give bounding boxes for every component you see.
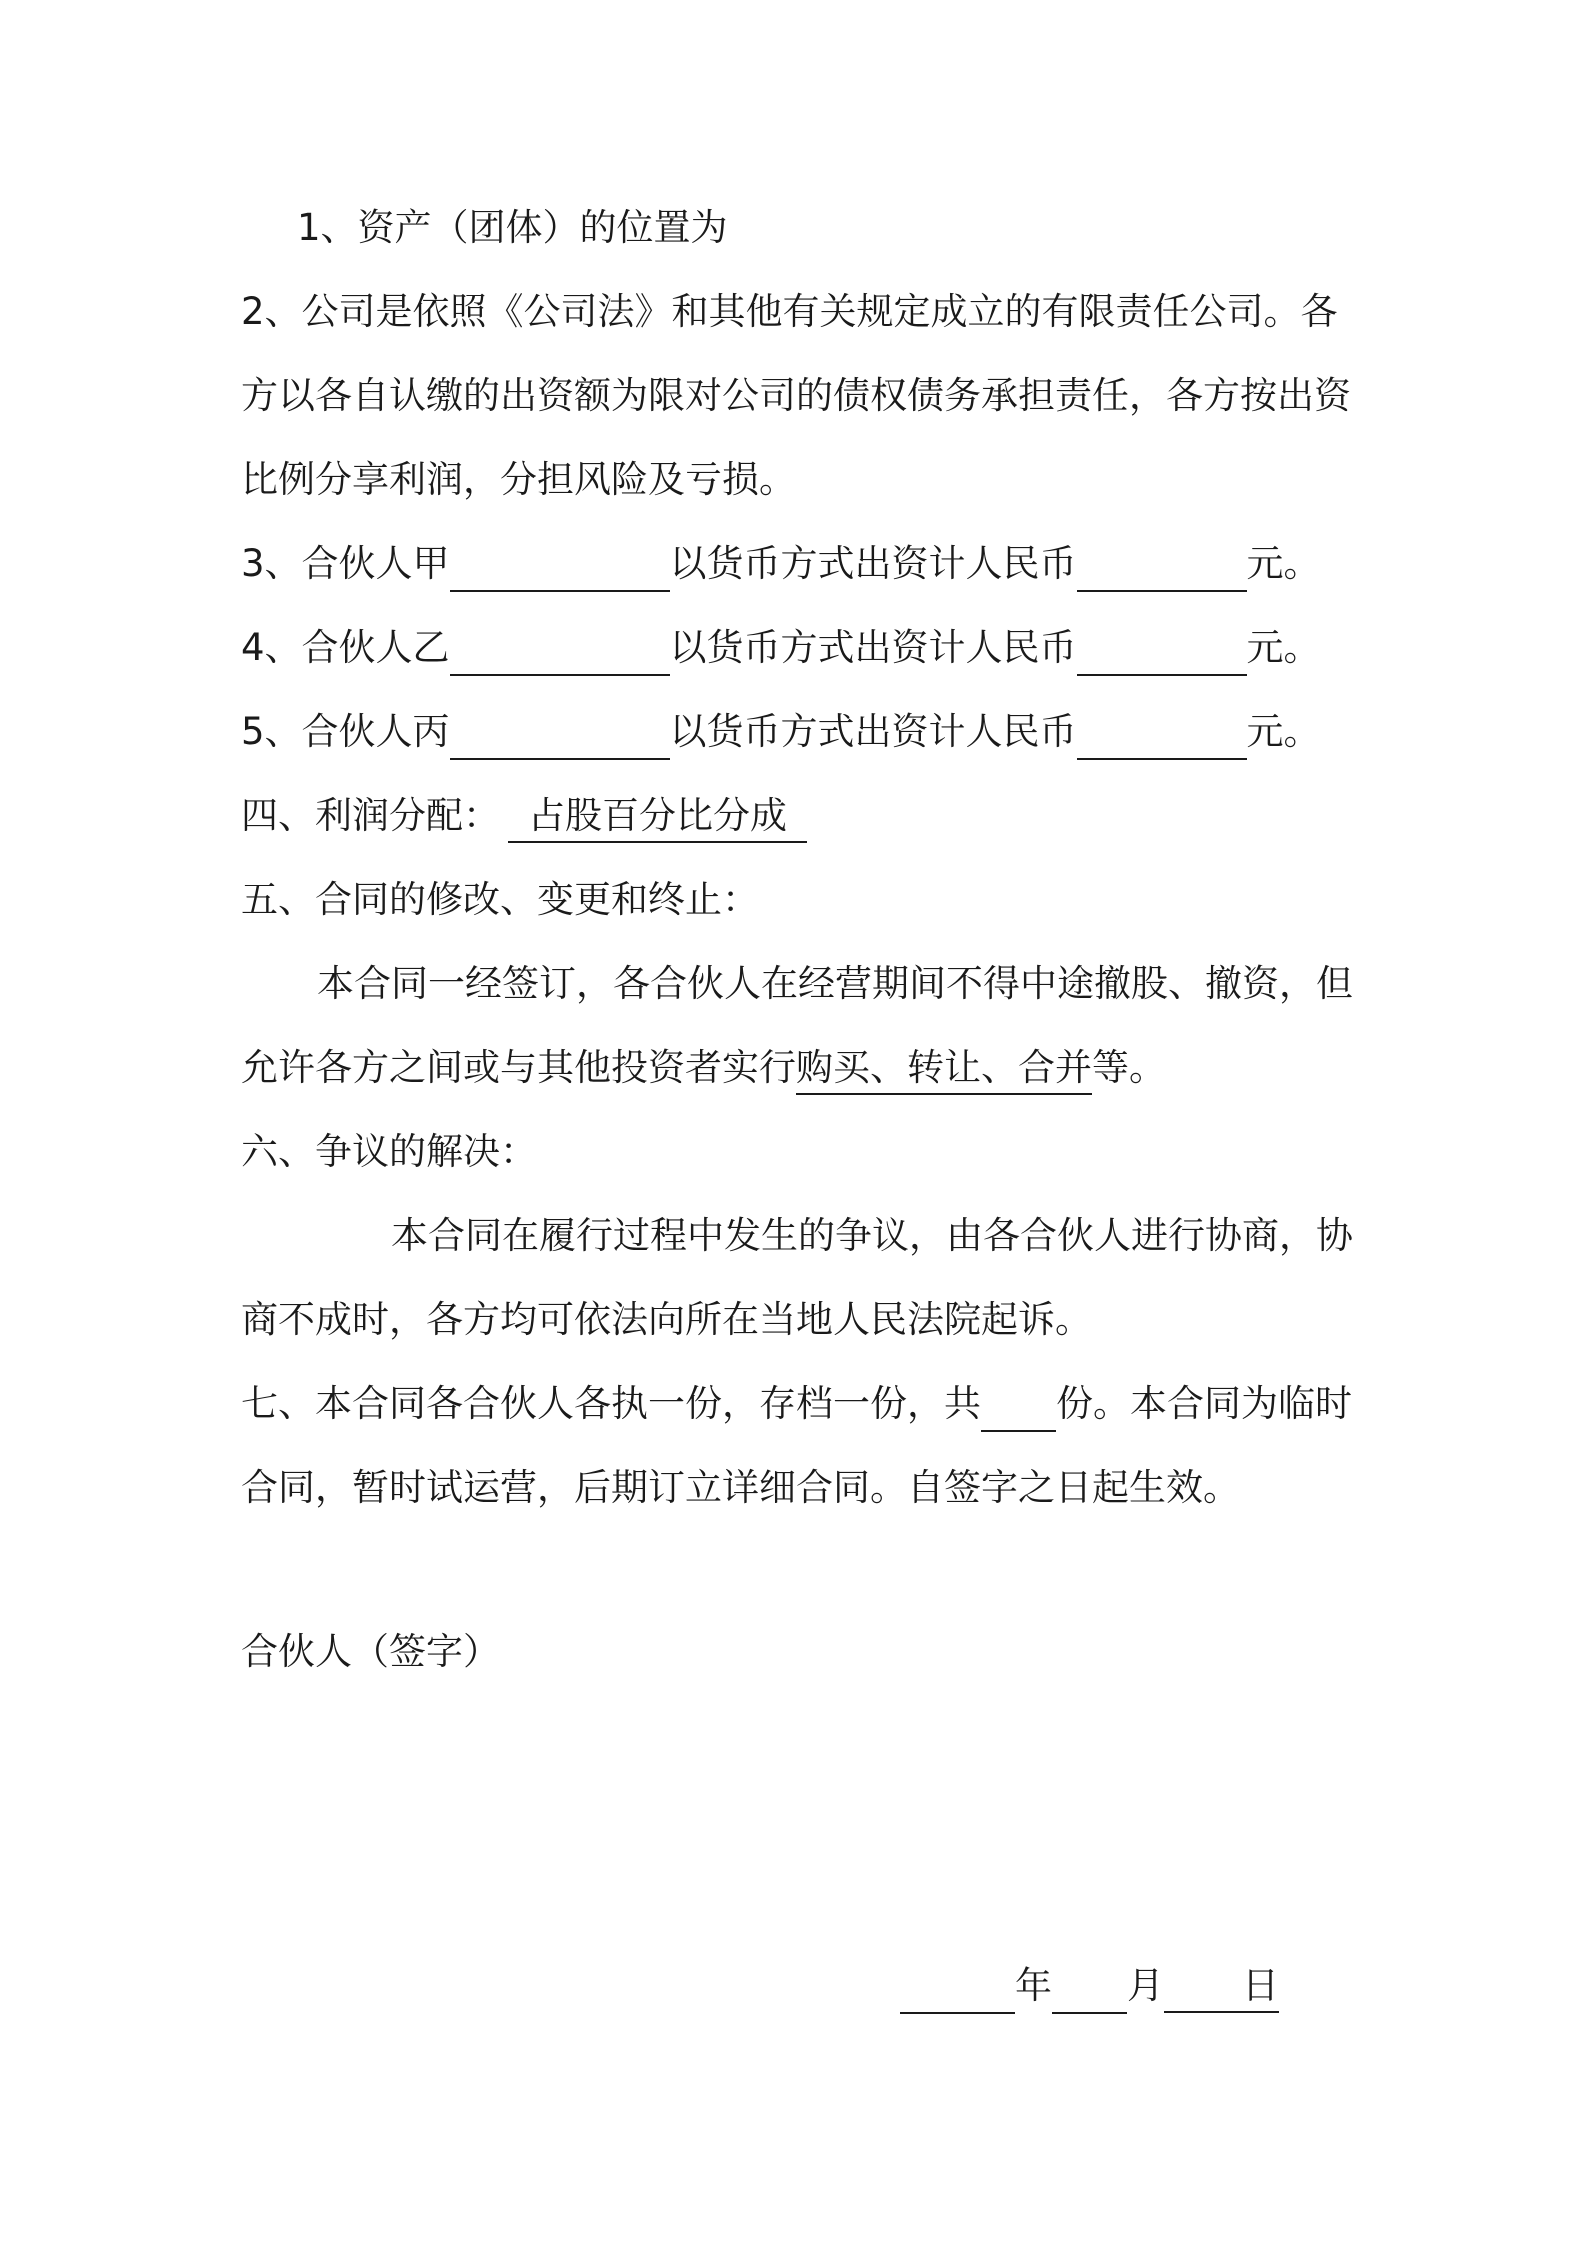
section-6-heading-text: 六、争议的解决： — [241, 1130, 537, 1173]
clause-2-line-3 — [241, 452, 796, 508]
clause-2-text-1: 2、公司是依照《公司法》和其他有关规定成立的有限责任公司。各 — [241, 290, 1338, 333]
clause-3-unit: 元。 — [1246, 542, 1321, 585]
partner-b-name-blank[interactable] — [450, 624, 670, 676]
clause-5-middle: 以货币方式出资计人民币 — [669, 710, 1077, 753]
clause-3 — [241, 536, 1321, 592]
clause-1-text: 1、资产（团体）的位置为 — [297, 206, 728, 249]
partner-a-name-blank[interactable] — [450, 540, 670, 592]
section-6-heading — [241, 1124, 537, 1180]
signature-label: 合伙人（签字） — [241, 1630, 500, 1673]
profit-distribution-value: 占股百分比分成 — [508, 791, 807, 843]
section-4-label: 四、利润分配： — [241, 794, 500, 837]
clause-2-line-1 — [241, 284, 1338, 340]
clause-2-line-2 — [241, 368, 1351, 424]
section-5-line-1 — [317, 956, 1353, 1012]
clause-1 — [297, 200, 728, 256]
partner-c-amount-blank[interactable] — [1077, 708, 1247, 760]
clause-4-unit: 元。 — [1246, 626, 1321, 669]
section-6-text-2: 商不成时，各方均可依法向所在当地人民法院起诉。 — [241, 1298, 1092, 1341]
section-5-heading — [241, 872, 759, 928]
clause-2-text-2: 方以各自认缴的出资额为限对公司的债权债务承担责任，各方按出资 — [241, 374, 1351, 417]
section-5-line-2 — [241, 1040, 1166, 1096]
partner-a-amount-blank[interactable] — [1077, 540, 1247, 592]
section-7-text-1-pre: 七、本合同各合伙人各执一份，存档一份，共 — [241, 1382, 981, 1425]
section-5-underlined-terms: 购买、转让、合并 — [796, 1043, 1092, 1095]
date-line — [900, 1958, 1279, 2014]
partner-c-name-blank[interactable] — [450, 708, 670, 760]
year-blank[interactable] — [900, 1962, 1015, 2014]
clause-5-label: 5、合伙人丙 — [241, 710, 450, 753]
clause-4-middle: 以货币方式出资计人民币 — [669, 626, 1077, 669]
partner-b-amount-blank[interactable] — [1077, 624, 1247, 676]
clause-3-middle: 以货币方式出资计人民币 — [669, 542, 1077, 585]
section-6-line-1 — [391, 1208, 1353, 1264]
section-6-line-2 — [241, 1292, 1092, 1348]
section-7-line-1 — [241, 1376, 1352, 1432]
section-6-text-1: 本合同在履行过程中发生的争议，由各合伙人进行协商，协 — [391, 1214, 1353, 1257]
section-7-text-1-post: 份。本合同为临时 — [1056, 1382, 1352, 1425]
copies-count-blank[interactable] — [981, 1380, 1056, 1432]
section-5-text-1: 本合同一经签订，各合伙人在经营期间不得中途撤股、撤资，但 — [317, 962, 1353, 1005]
month-blank[interactable] — [1052, 1962, 1127, 2014]
clause-3-label: 3、合伙人甲 — [241, 542, 450, 585]
section-7-line-2 — [241, 1460, 1240, 1516]
clause-4 — [241, 620, 1321, 676]
day-label: 日 — [1242, 1964, 1279, 2007]
clause-5 — [241, 704, 1321, 760]
year-label: 年 — [1015, 1964, 1052, 2007]
signature-line — [241, 1624, 500, 1680]
day-field[interactable] — [1164, 1961, 1279, 2013]
section-5-text-2-pre: 允许各方之间或与其他投资者实行 — [241, 1046, 796, 1089]
section-7-text-2: 合同，暂时试运营，后期订立详细合同。自签字之日起生效。 — [241, 1466, 1240, 1509]
month-label: 月 — [1127, 1964, 1164, 2007]
section-5-heading-text: 五、合同的修改、变更和终止： — [241, 878, 759, 921]
clause-4-label: 4、合伙人乙 — [241, 626, 450, 669]
section-4 — [241, 788, 807, 844]
clause-2-text-3: 比例分享利润，分担风险及亏损。 — [241, 458, 796, 501]
clause-5-unit: 元。 — [1246, 710, 1321, 753]
section-5-text-2-post: 等。 — [1092, 1046, 1166, 1089]
